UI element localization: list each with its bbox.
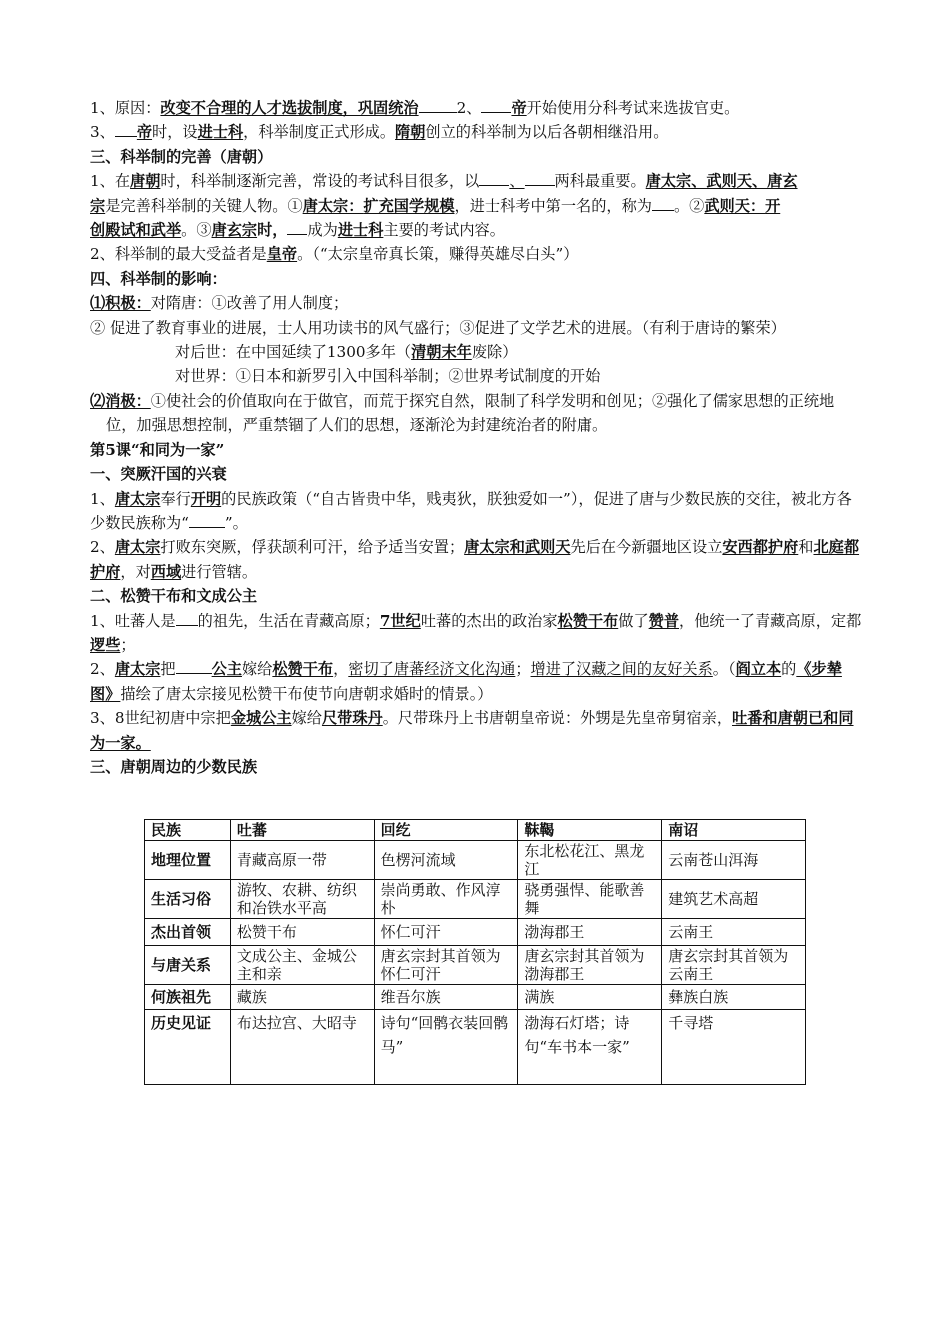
table-cell: 东北松花江、黑龙江 [518, 841, 662, 880]
text-bold: 开明 [190, 489, 222, 508]
text-bold: 阎立本 [735, 660, 782, 679]
text: ； [515, 660, 531, 679]
section-heading: 二、松赞干布和文成公主 [90, 587, 258, 606]
text: 、 [509, 172, 525, 191]
fill-blank [176, 659, 212, 674]
section-heading: 三、科举制的完善（唐朝） [90, 147, 273, 166]
table-cell: 渤海郡王 [518, 919, 662, 946]
table-cell: 藏族 [230, 985, 374, 1010]
table-cell: 唐玄宗封其首领为云南王 [662, 946, 806, 985]
table-cell: 维吾尔族 [374, 985, 518, 1010]
table-cell: 唐玄宗封其首领为渤海郡王 [518, 946, 662, 985]
ethnic-groups-table [144, 819, 806, 1085]
text-bold: 松赞干布 [272, 660, 334, 679]
text: ； [120, 635, 136, 654]
text: 1、原因： [90, 99, 161, 117]
text-bold: 皇帝 [266, 245, 298, 264]
fill-blank [189, 513, 225, 528]
text-bold: 扩充国学规模 [363, 196, 455, 215]
text: 嫁给 [291, 709, 322, 728]
text-paragraph: ② 促进了教育事业的进展，士人用功读书的风气盛行；③促进了文学艺术的进展。（有利于唐诗的繁荣） [90, 318, 786, 337]
text-bold: 《步辇图》 [90, 660, 842, 703]
text-bold: 赞普 [648, 611, 679, 630]
text: 增进了汉藏之间的友好关系 [530, 660, 713, 679]
text: 描绘了唐太宗接见松赞干布使节向唐朝求婚时的情景。） [120, 684, 493, 703]
text: 1、吐蕃人是 [90, 611, 176, 630]
table-cell: 布达拉宫、大昭寺 [230, 1010, 374, 1085]
table-row [145, 946, 806, 985]
text: ， [333, 660, 349, 679]
text: 的民族政策（“自古皆贵中华，贱夷狄，朕独爱如一”），促进了唐与少数民族的交往，被北方各少数民族称为“ [90, 489, 852, 532]
row-label-cell: 何族祖先 [145, 985, 231, 1010]
text: 时，设 [152, 123, 198, 142]
text-bold: 帝 [136, 123, 153, 142]
text: 的 [781, 660, 797, 679]
text: 的祖先，生活在青藏高原； [197, 611, 380, 630]
text-bold: 唐太宗和武则天 [464, 538, 571, 557]
text: 密切了唐蕃经济文化沟通 [348, 660, 516, 679]
text-line [90, 96, 862, 120]
table-cell: 松赞干布 [230, 919, 374, 946]
row-label-cell: 生活习俗 [145, 880, 231, 919]
table-header-cell: 靺鞨 [518, 820, 662, 841]
text-bold: 时， [257, 221, 288, 240]
text: ，他统一了青藏高原，定都 [679, 611, 862, 630]
text-line [90, 218, 862, 242]
text: 开始使用分科考试来选拔官吏。 [526, 99, 740, 117]
table-cell: 彝族白族 [662, 985, 806, 1010]
text-bold: 唐太宗 [114, 660, 161, 679]
text: 进行管辖。 [181, 562, 258, 581]
text: 打败东突厥，俘获颉利可汗，给予适当安置； [160, 538, 465, 557]
table-header-row [145, 820, 806, 841]
text-bold: 逻些 [90, 635, 121, 654]
table-header-cell: 民族 [145, 820, 231, 841]
text-bold: 唐太宗、武则天、唐玄 [645, 172, 798, 191]
text: 。② [673, 196, 705, 215]
text-bold: 唐朝 [130, 172, 161, 191]
text-bold: ⑵消极： [90, 391, 151, 410]
fill-blank [176, 611, 198, 626]
text: 2、科举制的最大受益者是 [90, 245, 267, 264]
text-bold: 唐太宗 [114, 538, 161, 557]
table-cell: 千寻塔 [662, 1010, 806, 1085]
text-line [90, 340, 862, 364]
text-bold: 唐太宗： [302, 196, 364, 215]
text-bold: 西域 [150, 562, 182, 581]
text-bold: 进士科 [197, 123, 244, 142]
text-line [90, 242, 862, 266]
table-cell: 云南王 [662, 919, 806, 946]
text: 1、在 [90, 172, 131, 191]
text: 对隋唐：①改善了用人制度； [150, 294, 349, 313]
text: 对后世：在中国延续了1300多年（ [175, 343, 412, 362]
text: 做了 [618, 611, 649, 630]
text: 和 [798, 538, 814, 557]
text: 两科最重要。 [554, 172, 646, 191]
fill-blank [115, 122, 137, 137]
text-bold: 安西都护府 [722, 538, 799, 557]
row-label-cell: 杰出首领 [145, 919, 231, 946]
text: 先后在今新疆地区设立 [570, 538, 723, 557]
fill-blank [479, 171, 509, 186]
text-paragraph [90, 487, 862, 536]
text-line [90, 194, 862, 218]
text-line [90, 120, 862, 144]
section-heading: 四、科举制的影响： [90, 269, 227, 288]
text-bold: 开 [765, 196, 781, 215]
text: 2、 [90, 538, 115, 557]
text-bold: 隋朝 [395, 123, 426, 142]
table-row [145, 841, 806, 880]
table-cell: 文成公主、金城公主和亲 [230, 946, 374, 985]
text-bold: 创殿试和武举 [90, 221, 182, 240]
text-paragraph [90, 389, 862, 438]
text: 。尺带珠丹上书唐朝皇帝说：外甥是先皇帝舅宿亲， [382, 709, 733, 728]
table-row [145, 1010, 806, 1085]
text-bold: 帝 [511, 99, 527, 117]
text: ，科举制度正式形成。 [243, 123, 396, 142]
row-label-cell: 地理位置 [145, 841, 231, 880]
text-line [90, 169, 862, 193]
table-row [145, 985, 806, 1010]
text-line [90, 291, 862, 315]
text: 1、 [90, 489, 115, 508]
text-bold: 7世纪 [379, 611, 421, 630]
text: 吐蕃的杰出的政治家 [420, 611, 558, 630]
text: ，进士科考中第一名的，称为 [454, 196, 652, 215]
row-label-cell: 历史见证 [145, 1010, 231, 1085]
text: 2、 [456, 99, 482, 117]
fill-blank [652, 196, 674, 211]
text-bold: 唐太宗 [114, 489, 161, 508]
text-bold: 吐番和唐朝已和同为一家。 [90, 709, 854, 752]
text-bold: 武则天： [704, 196, 766, 215]
text: 嫁给 [241, 660, 273, 679]
text: ”。 [224, 513, 248, 532]
table-cell: 崇尚勇敢、作风淳朴 [374, 880, 518, 919]
text-paragraph [90, 609, 862, 658]
fill-blank [481, 98, 511, 113]
text-bold: 清朝末年 [411, 343, 472, 362]
table-row [145, 919, 806, 946]
text-bold: 尺带珠丹 [321, 709, 383, 728]
section-heading: 一、突厥汗国的兴衰 [90, 465, 227, 484]
text: 把 [160, 660, 176, 679]
text: ，对 [120, 562, 151, 581]
text: 时，科举制逐渐完善，常设的考试科目很多，以 [160, 172, 480, 191]
table-header-cell: 回纥 [374, 820, 518, 841]
text-bold: 宗 [90, 196, 106, 215]
text: 。（ [712, 660, 736, 679]
lesson-heading: 第5课“和同为一家” [90, 440, 225, 459]
table-cell: 唐玄宗封其首领为怀仁可汗 [374, 946, 518, 985]
text-bold: 进士科 [337, 221, 384, 240]
text-bold: 松赞干布 [557, 611, 619, 630]
table-cell: 渤海石灯塔；诗句“车书本一家” [518, 1010, 662, 1085]
text: 。③ [181, 221, 212, 240]
text: 是完善科举制的关键人物。① [105, 196, 303, 215]
table-cell: 色楞河流域 [374, 841, 518, 880]
text: 创立的科举制为以后各朝相继沿用。 [425, 123, 669, 142]
table-cell: 满族 [518, 985, 662, 1010]
text: 3、8世纪初唐中宗把 [90, 709, 231, 728]
text: 3、 [90, 123, 115, 142]
text: ①使社会的价值取向在于做官，而荒于探究自然，限制了科学发明和创见；②强化了儒家思想的正统地位，加强思想控制，严重禁锢了人们的思想，逐渐沦为封建统治者的附庸。 [106, 391, 835, 435]
table-cell: 诗句“回鹘衣装回鹘马” [374, 1010, 518, 1085]
text-bold: 改变不合理的人才选拔制度，巩固统治 [160, 99, 419, 117]
text-bold: 金城公主 [230, 709, 292, 728]
text-bold: 北庭都护府 [90, 538, 860, 581]
table-cell: 云南苍山洱海 [662, 841, 806, 880]
table-cell: 青藏高原一带 [230, 841, 374, 880]
text-line: 对世界：①日本和新罗引入中国科举制；②世界考试制度的开始 [175, 367, 601, 386]
table-header-cell: 南诏 [662, 820, 806, 841]
table-cell: 骁勇强悍、能歌善舞 [518, 880, 662, 919]
text-bold: ⑴积极： [90, 294, 151, 313]
text: 奉行 [160, 489, 191, 508]
table-header-cell: 吐蕃 [230, 820, 374, 841]
text: 主要的考试内容。 [383, 221, 505, 240]
text: 2、 [90, 660, 115, 679]
text-paragraph [90, 657, 862, 706]
document-body [90, 96, 862, 779]
table-cell: 怀仁可汗 [374, 919, 518, 946]
text: 废除） [471, 343, 518, 362]
text: 。（“太宗皇帝真长策，赚得英雄尽白头”） [297, 245, 579, 264]
text: 成为 [307, 221, 338, 240]
section-heading: 三、唐朝周边的少数民族 [90, 757, 258, 776]
row-label-cell: 与唐关系 [145, 946, 231, 985]
fill-blank [287, 220, 307, 235]
text-paragraph [90, 706, 862, 755]
fill-blank [419, 98, 457, 113]
text-bold: 公主 [211, 660, 242, 679]
fill-blank [525, 171, 555, 186]
text-paragraph [90, 535, 862, 584]
text-bold: 唐玄宗 [211, 221, 258, 240]
table-cell: 游牧、农耕、纺织和冶铁水平高 [230, 880, 374, 919]
table-row [145, 880, 806, 919]
table-cell: 建筑艺术高超 [662, 880, 806, 919]
